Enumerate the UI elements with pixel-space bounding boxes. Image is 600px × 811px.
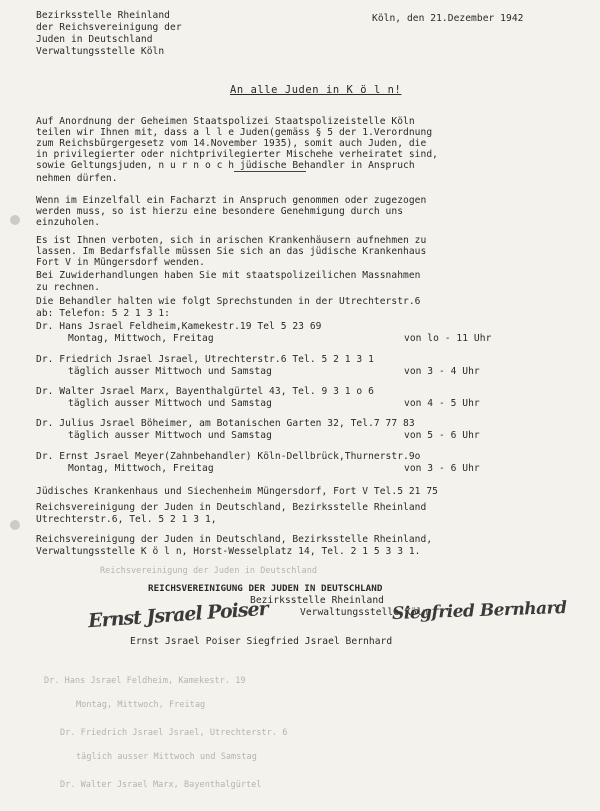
nur-noch-underline [234, 171, 306, 172]
doctor-5-line-2: Montag, Mittwoch, Freitag [68, 463, 214, 474]
doctor-2-line-2: täglich ausser Mittwoch und Samstag [68, 366, 272, 377]
address-hospital: Jüdisches Krankenhaus und Siechenheim Müngersdorf, Fort V Tel.5 21 75 [36, 486, 438, 497]
doctor-1-line-1: Dr. Hans Jsrael Feldheim,Kamekestr.19 Tel 5 23 69 [36, 321, 322, 332]
page-title: An alle Juden in K ö l n! [230, 84, 402, 96]
doctor-3-hours: von 4 - 5 Uhr [404, 398, 480, 409]
signature-names: Ernst Jsrael Poiser Siegfried Jsrael Bernhard [130, 636, 393, 647]
body-p5-line-1: Die Behandler halten wie folgt Sprechstunden in der Utrechterstr.6 [36, 296, 421, 307]
body-p2-line-2: werden muss, so ist hierzu eine besondere Genehmigung durch uns [36, 206, 404, 217]
doctor-1-line-2: Montag, Mittwoch, Freitag [68, 333, 214, 344]
punch-hole-top [10, 215, 20, 225]
signature-org: REICHSVEREINIGUNG DER JUDEN IN DEUTSCHLAND [148, 583, 383, 594]
signature-office: Verwaltungsstelle Köln [300, 607, 429, 618]
doctor-3-line-2: täglich ausser Mittwoch und Samstag [68, 398, 272, 409]
doctor-2-line-1: Dr. Friedrich Jsrael Jsrael, Utrechterstr.6 Tel. 5 2 1 3 1 [36, 354, 374, 365]
ghost-text-2: Dr. Hans Jsrael Feldheim, Kamekestr. 19 [44, 676, 246, 686]
sender-line-1: Bezirksstelle Rheinland [36, 10, 170, 21]
doctor-3-line-1: Dr. Walter Jsrael Marx, Bayenthalgürtel 43, Tel. 9 3 1 o 6 [36, 386, 374, 397]
body-p1-line-4: in privilegierter oder nichtprivilegierter Mischehe verheiratet sind, [36, 149, 438, 160]
address-reichsvereinigung-2: Reichsvereinigung der Juden in Deutschland, Bezirksstelle Rheinland, [36, 534, 433, 545]
body-p4-line-2: zu rechnen. [36, 282, 101, 293]
ghost-text-1: Reichsvereinigung der Juden in Deutschland [100, 566, 318, 576]
doctor-4-line-2: täglich ausser Mittwoch und Samstag [68, 430, 272, 441]
doctor-4-line-1: Dr. Julius Jsrael Böheimer, am Botanischen Garten 32, Tel.7 77 83 [36, 418, 415, 429]
ghost-text-3: Montag, Mittwoch, Freitag [76, 700, 206, 710]
doctor-2-hours: von 3 - 4 Uhr [404, 366, 480, 377]
place-date: Köln, den 21.Dezember 1942 [372, 13, 524, 24]
body-p3-line-2: lassen. Im Bedarfsfalle müssen Sie sich an das jüdische Krankenhaus [36, 246, 427, 257]
sender-line-3: Juden in Deutschland [36, 34, 153, 45]
address-utrechterstr: Utrechterstr.6, Tel. 5 2 1 3 1, [36, 514, 217, 525]
body-p4-line-1: Bei Zuwiderhandlungen haben Sie mit staatspolizeilichen Massnahmen [36, 270, 421, 281]
ghost-text-4: Dr. Friedrich Jsrael Jsrael, Utrechterstr. 6 [60, 728, 288, 738]
body-p3-line-1: Es ist Ihnen verboten, sich in arischen Krankenhäusern aufnehmen zu [36, 235, 427, 246]
body-p2-line-1: Wenn im Einzelfall ein Facharzt in Anspruch genommen oder zugezogen [36, 195, 427, 206]
body-p5-line-2: ab: Telefon: 5 2 1 3 1: [36, 308, 170, 319]
body-p1-line-1: Auf Anordnung der Geheimen Staatspolizei Staatspolizeistelle Köln [36, 116, 415, 127]
sender-line-4: Verwaltungsstelle Köln [36, 46, 165, 57]
address-reichsvereinigung-1: Reichsvereinigung der Juden in Deutschland, Bezirksstelle Rheinland [36, 502, 427, 513]
body-p3-line-3: Fort V in Müngersdorf wenden. [36, 257, 205, 268]
doctor-1-hours: von lo - 11 Uhr [404, 333, 492, 344]
body-p1-line-2: teilen wir Ihnen mit, dass a l l e Juden(gemäss § 5 der 1.Verordnung [36, 127, 433, 138]
body-p1-line-3: zum Reichsbürgergesetz vom 14.November 1935), somit auch Juden, die [36, 138, 427, 149]
doctor-5-hours: von 3 - 6 Uhr [404, 463, 480, 474]
signature-right: Siegfried Bernhard [391, 597, 567, 625]
body-p1-line-6: nehmen dürfen. [36, 173, 118, 184]
body-p1-line-5: sowie Geltungsjuden, n u r n o c h jüdische Behandler in Anspruch [36, 160, 415, 171]
ghost-text-6: Dr. Walter Jsrael Marx, Bayenthalgürtel [60, 780, 262, 790]
signature-left: Ernst Jsrael Poiser [87, 597, 269, 633]
address-verwaltungsstelle: Verwaltungsstelle K ö l n, Horst-Wesselplatz 14, Tel. 2 1 5 3 3 1. [36, 546, 421, 557]
body-p2-line-3: einzuholen. [36, 217, 101, 228]
punch-hole-bottom [10, 520, 20, 530]
signature-district: Bezirksstelle Rheinland [250, 595, 384, 606]
sender-line-2: der Reichsvereinigung der [36, 22, 182, 33]
doctor-4-hours: von 5 - 6 Uhr [404, 430, 480, 441]
ghost-text-5: täglich ausser Mittwoch und Samstag [76, 752, 257, 762]
doctor-5-line-1: Dr. Ernst Jsrael Meyer(Zahnbehandler) Köln-Dellbrück,Thurnerstr.9o [36, 451, 421, 462]
